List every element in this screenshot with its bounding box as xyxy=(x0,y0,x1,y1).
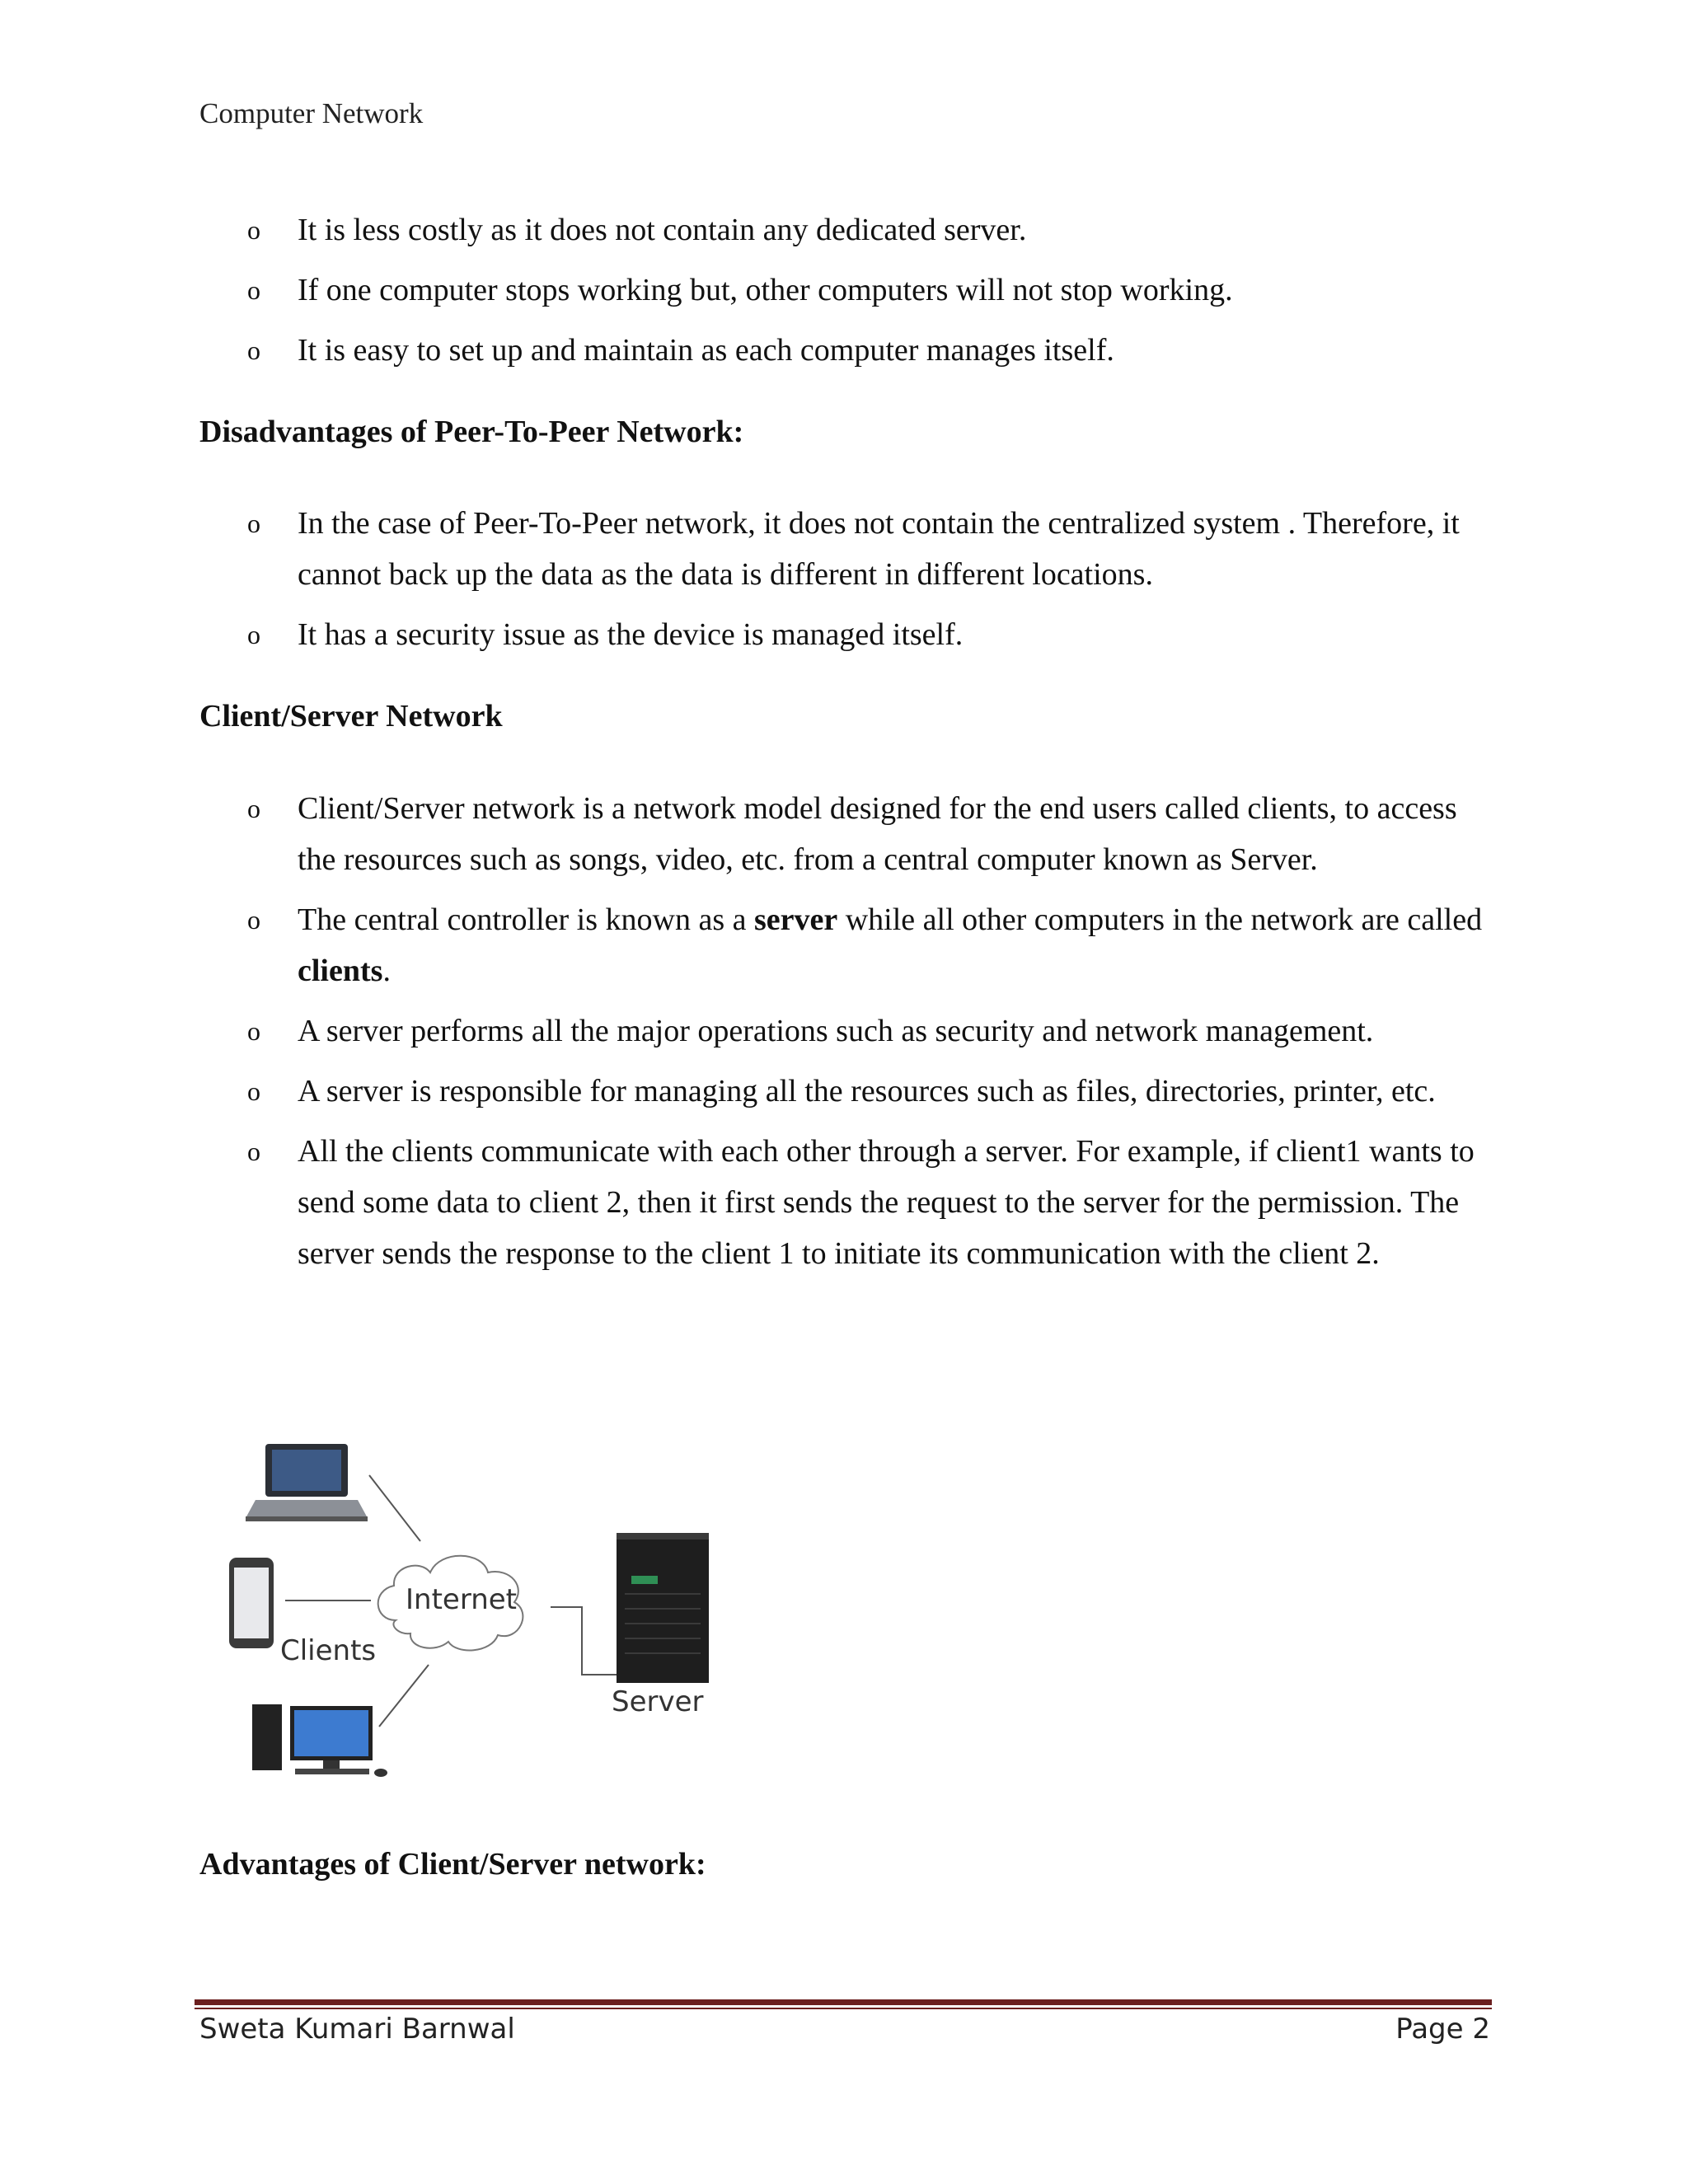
clients-label: Clients xyxy=(280,1634,377,1667)
server-term: server xyxy=(753,902,838,937)
bullet-marker: o xyxy=(247,905,260,935)
advantages-cs-heading: Advantages of Client/Server network: xyxy=(199,1847,706,1882)
client-server-heading: Client/Server Network xyxy=(199,699,503,733)
list-item: o Client/Server network is a network model designed for the end users called clients, to access the resources such as songs, video, etc. from a central computer known as Server. xyxy=(199,783,1502,885)
list-item: o All the clients communicate with each other through a server. For example, if client1 wants to send some data to client 2, then it first sends the request to the server for the permission. The server sends the response to the client 1 to initiate its communication with the client 2. xyxy=(199,1126,1502,1279)
list-item: o The central controller is known as a server while all other computers in the network are called clients. xyxy=(199,894,1502,996)
bullet-marker: o xyxy=(247,794,260,823)
footer-divider xyxy=(195,1999,1492,2005)
bullet-marker: o xyxy=(247,620,260,649)
footer-divider-thin xyxy=(195,2008,1492,2009)
page-header: Computer Network xyxy=(199,97,424,129)
list-item: o A server is responsible for managing all the resources such as files, directories, printer, etc. xyxy=(199,1066,1502,1117)
bullet-marker: o xyxy=(247,275,260,305)
list-item: o A server performs all the major operations such as security and network management. xyxy=(199,1005,1502,1057)
diagram-svg xyxy=(223,1426,742,1788)
bullet-marker: o xyxy=(247,1137,260,1166)
footer-page-number: Page 2 xyxy=(1395,2013,1490,2046)
laptop-icon xyxy=(246,1444,368,1521)
client-server-diagram xyxy=(223,1426,742,1788)
desktop-icon xyxy=(252,1704,387,1777)
list-item: o If one computer stops working but, other computers will not stop working. xyxy=(199,265,1502,316)
list-item: o It is easy to set up and maintain as each computer manages itself. xyxy=(199,325,1502,376)
phone-icon xyxy=(229,1558,274,1648)
footer-author: Sweta Kumari Barnwal xyxy=(199,2013,515,2046)
disadvantages-heading: Disadvantages of Peer-To-Peer Network: xyxy=(199,415,744,449)
list-item: o It has a security issue as the device is managed itself. xyxy=(199,609,1502,660)
list-item: o In the case of Peer-To-Peer network, it does not contain the centralized system . Therefore, it cannot back up the data as the data is different in different locations. xyxy=(199,498,1502,600)
bullet-marker: o xyxy=(247,509,260,538)
list-item: o It is less costly as it does not contain any dedicated server. xyxy=(199,204,1502,255)
bullet-marker: o xyxy=(247,1016,260,1046)
bullet-marker: o xyxy=(247,215,260,245)
client-server-list xyxy=(199,783,1502,1288)
bullet-marker: o xyxy=(247,335,260,365)
internet-label: Internet xyxy=(406,1583,518,1616)
p2p-disadvantages-list xyxy=(199,498,1502,669)
clients-term: clients xyxy=(298,954,383,988)
server-label: Server xyxy=(612,1685,704,1718)
p2p-advantages-list xyxy=(199,204,1502,385)
bullet-marker: o xyxy=(247,1076,260,1106)
server-icon xyxy=(617,1533,709,1683)
